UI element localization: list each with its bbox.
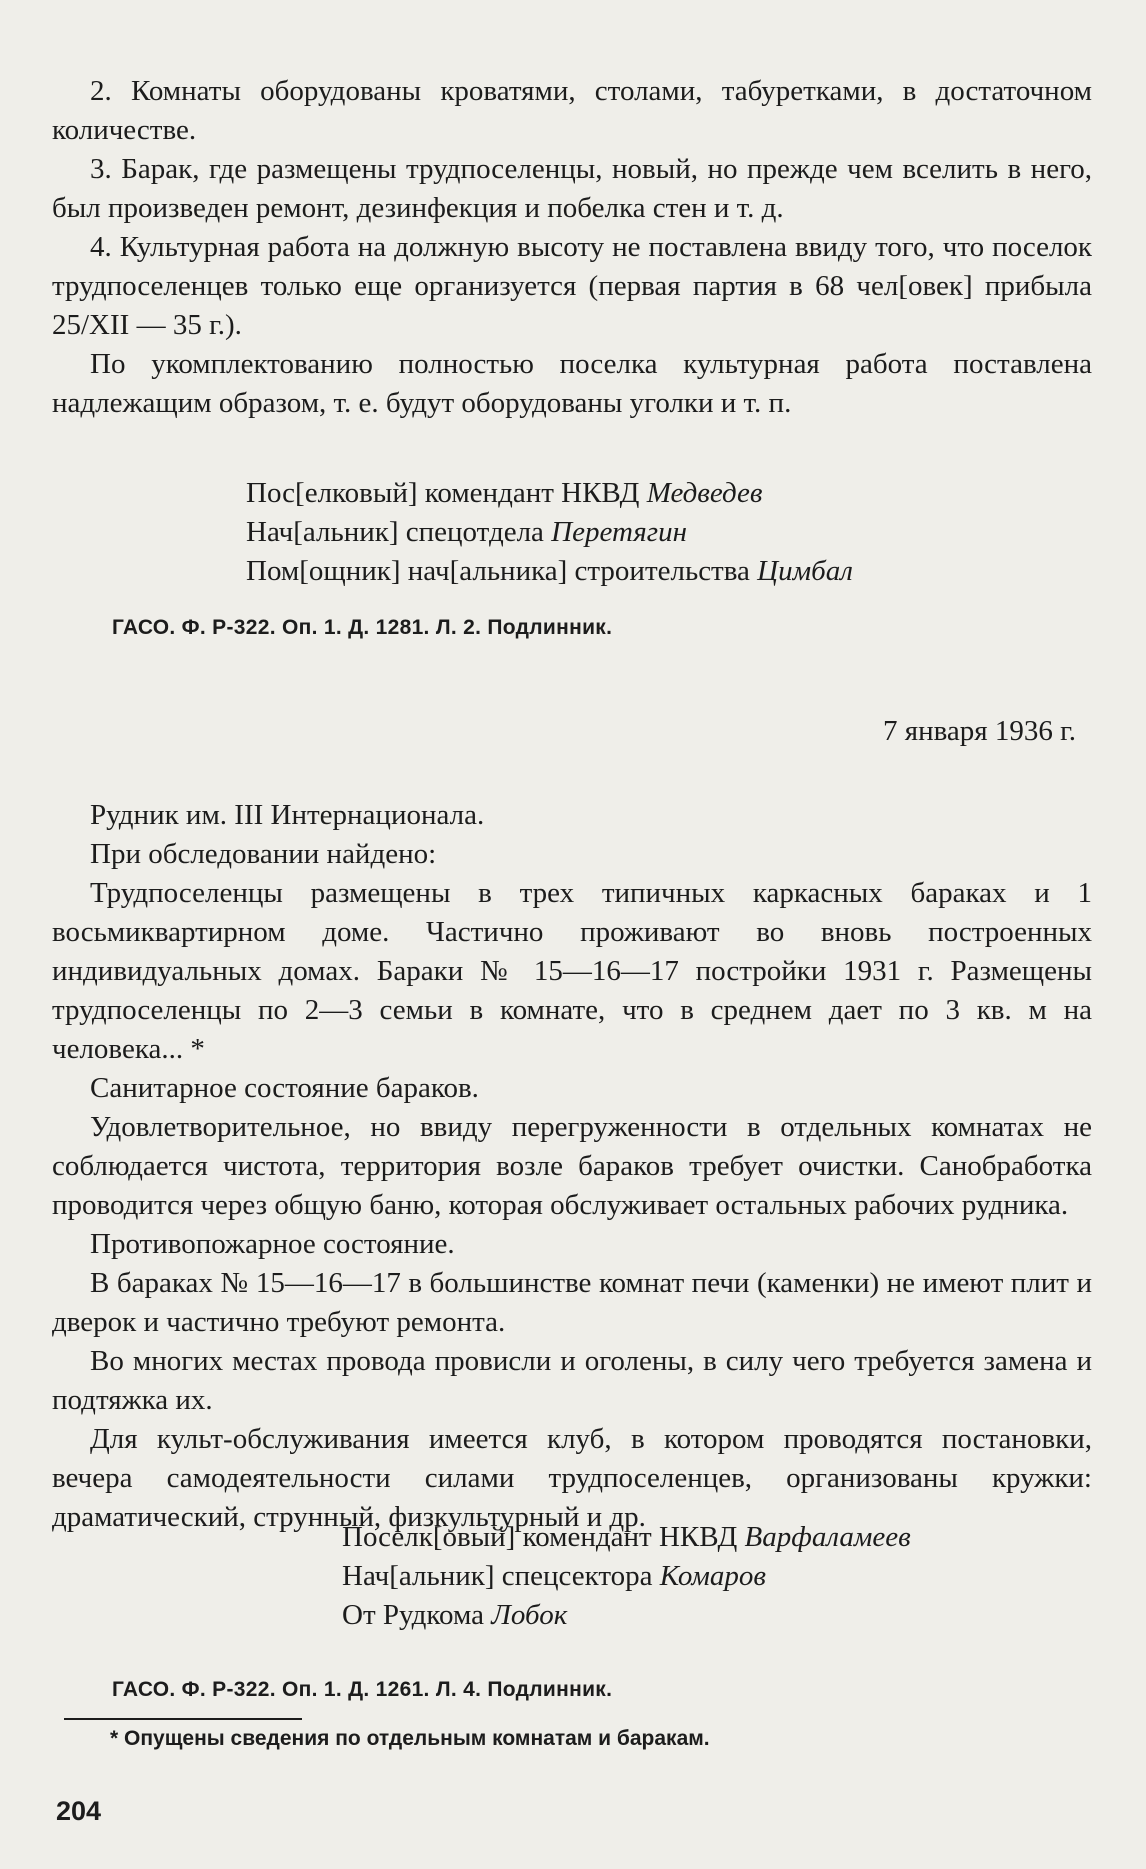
signature-line xyxy=(342,1518,1102,1557)
signature-title: Поселк[овый] комендант НКВД xyxy=(342,1521,738,1553)
paragraph: Трудпоселенцы размещены в трех типичных каркасных бараках и 1 восьмиквартирном доме. Частично проживают во вновь построенных индивидуальных домах. Бараки № 15—16—17 постройки 1931 г. Размещены трудпоселенцы по 2—3 семьи в комнате, что в среднем дает по 3 кв. м на человека... * xyxy=(52,877,1092,1065)
signature-line xyxy=(342,1596,1102,1635)
footnote-divider xyxy=(64,1718,302,1720)
paragraph: Для культ-обслуживания имеется клуб, в котором проводятся постановки, вечера самодеятельности силами трудпоселенцев, организованы кружки: драматический, струнный, физкультурный и др. xyxy=(52,1423,1092,1533)
signature-title: От Рудкома xyxy=(342,1599,485,1631)
signature-line xyxy=(246,513,1066,552)
signature-title: Пос[елковый] комендант НКВД xyxy=(246,477,640,509)
signature-name: Лобок xyxy=(491,1599,568,1631)
paragraph: 3. Барак, где размещены трудпоселенцы, новый, но прежде чем вселить в него, был произведен ремонт, дезинфекция и побелка стен и т. д. xyxy=(52,153,1092,224)
paragraph: В бараках № 15—16—17 в большинстве комнат печи (каменки) не имеют плит и дверок и частично требуют ремонта. xyxy=(52,1267,1092,1338)
document-date: 7 января 1936 г. xyxy=(882,715,1076,747)
signature-name: Комаров xyxy=(659,1560,766,1592)
signature-line xyxy=(342,1557,1102,1596)
section1-body xyxy=(52,72,1092,423)
archive-reference: ГАСО. Ф. Р-322. Оп. 1. Д. 1261. Л. 4. Подлинник. xyxy=(112,1678,613,1701)
paragraph: Во многих местах провода провисли и оголены, в силу чего требуется замена и подтяжка их. xyxy=(52,1345,1092,1416)
signature-name: Перетягин xyxy=(551,516,687,548)
page-number: 204 xyxy=(56,1796,102,1826)
paragraph: Санитарное состояние бараков. xyxy=(90,1072,479,1104)
section1-signatures xyxy=(246,474,1066,591)
archive-reference: ГАСО. Ф. Р-322. Оп. 1. Д. 1281. Л. 2. Подлинник. xyxy=(112,616,613,639)
paragraph: Противопожарное состояние. xyxy=(90,1228,455,1260)
paragraph: 4. Культурная работа на должную высоту не поставлена ввиду того, что поселок трудпоселенцев только еще организуется (первая партия в 68 чел[овек] прибыла 25/XII — 35 г.). xyxy=(52,231,1092,341)
paragraph: По укомплектованию полностью поселка культурная работа поставлена надлежащим образом, т. е. будут оборудованы уголки и т. п. xyxy=(52,348,1092,419)
section2-body xyxy=(52,796,1092,1537)
signature-line xyxy=(246,552,1066,591)
footnote: * Опущены сведения по отдельным комнатам и баракам. xyxy=(110,1727,710,1750)
heading-line: При обследовании найдено: xyxy=(90,838,437,870)
section2-signatures xyxy=(342,1518,1102,1635)
signature-name: Цимбал xyxy=(757,555,853,587)
signature-line xyxy=(246,474,1066,513)
signature-name: Варфаламеев xyxy=(744,1521,911,1553)
signature-title: Нач[альник] спецотдела xyxy=(246,516,544,548)
signature-name: Медведев xyxy=(646,477,763,509)
heading-line: Рудник им. III Интернационала. xyxy=(90,799,485,831)
paragraph: Удовлетворительное, но ввиду перегруженности в отдельных комнатах не соблюдается чистота, территория возле бараков требует очистки. Санобработка проводится через общую баню, которая обслуживает остальных рабочих рудника. xyxy=(52,1111,1092,1221)
signature-title: Нач[альник] спецсектора xyxy=(342,1560,653,1592)
signature-title: Пом[ощник] нач[альника] строительства xyxy=(246,555,750,587)
paragraph: 2. Комнаты оборудованы кроватями, столами, табуретками, в достаточном количестве. xyxy=(52,75,1092,146)
